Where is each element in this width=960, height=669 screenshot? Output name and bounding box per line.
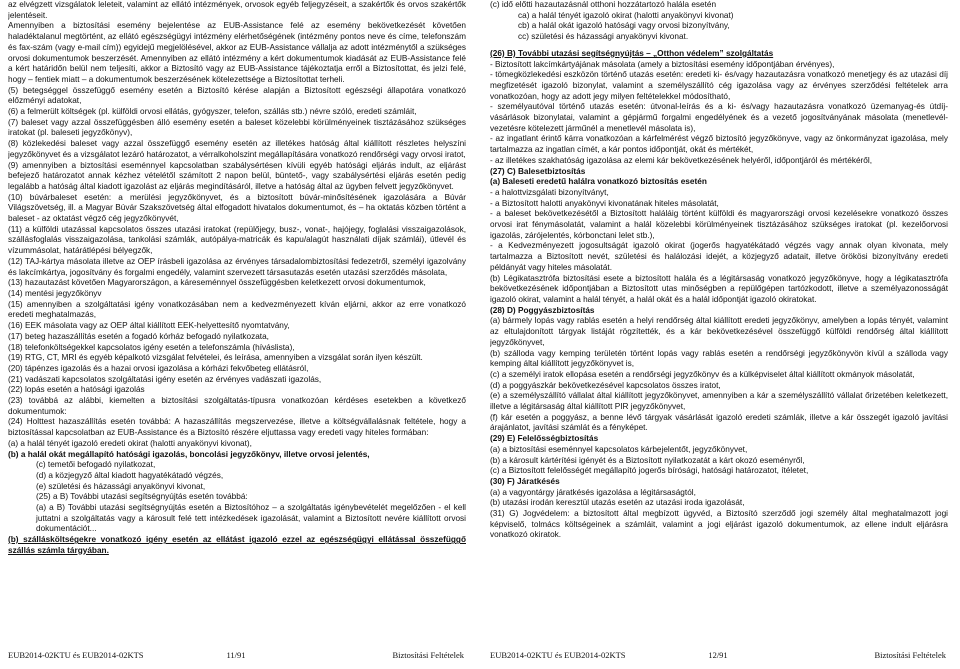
paragraph: (23) továbbá az alábbi, kiemelten a biztosítási szolgáltatás-típusra vonatkozóan kérdéses esetekben a következő dokumentumok: (8, 396, 466, 416)
page-footer (8, 650, 464, 664)
list-item: cc) születési és házassági anyakönyvi kivonat. (518, 32, 689, 42)
list-item: (d) a közjegyző által kiadott hagyatékátadó végzés, (36, 470, 224, 480)
right-page (482, 0, 952, 669)
section-heading: (29) E) Felelősségbiztosítás (490, 434, 599, 444)
paragraph: (24) Holttest hazaszállítás esetén továbbá: A hazaszállítás megszervezése, illetve a költségvállalásnak feltétele, hogy a biztosítással kapcsolatban az EUB-Assistance és a Biztosító részére eljuttassa vagy eredeti vagy hiteles formában: (8, 417, 466, 438)
paragraph: (16) EEK másolata vagy az OEP által kiállított EEK-helyettesítő nyomtatvány, (8, 321, 290, 331)
paragraph: (11) a külföldi utazással kapcsolatos összes utazási iratokat (repülőjegy, busz-, vonat-, hajójegy, foglalási visszaigazolások, szállásfoglalás visszaigazolása, tankolási számlák, autópálya-matricák és kapu/alagút használati díjak számlái), útlevél és vízummásolat, határátlépési bélyegzők, (8, 224, 466, 256)
paragraph: - tömegközlekedési eszközön történő utazás esetén: eredeti ki- és/vagy hazautazásra vonatkozó menetjegy és az utazási díj megfizetését igazoló bizonylat, valamint a személyszállító cég igazolása vagy az érvényes szerződési feltételek arra vonatkozóan, hogy az adott jegy milyen feltételekkel módosítható, (490, 70, 948, 101)
right-text-column (490, 0, 948, 645)
paragraph: (b) a károsult kártérítési igényét és a Biztosított nyilatkozatát a kárt okozó eseményről, (490, 455, 805, 465)
paragraph: (a) a biztosítási eseménnyel kapcsolatos kárbejelentőt, jegyzőkönyvet, (490, 444, 748, 454)
paragraph: (5) betegséggel összefüggő esemény esetén a Biztosító kérése alapján a Biztosított egészségi állapotára vonatkozó előzményi adatokat, (8, 85, 466, 106)
paragraph: (18) telefonköltségekkel kapcsolatos igény esetén a telefonszámla (híváslista), (8, 342, 295, 352)
subsection-heading: (a) Baleseti eredetű halálra vonatkozó biztosítás esetén (490, 177, 707, 187)
paragraph: (14) mentési jegyzőkönyv (8, 288, 102, 298)
paragraph: (15) amennyiben a szolgáltatási igény vonatkozásában nem a kedvezményezett kíván eljárni, akkor az erre vonatkozó eredeti meghatalmazás, (8, 299, 466, 320)
paragraph: (f) kár esetén a poggyász, a benne lévő tárgyak vásárlását igazoló eredeti számlák, illetve a kár összegét igazoló javítási árajánlatot, javítási számlát és a fényképet. (490, 412, 948, 433)
paragraph: (a) a vagyontárgy járatkésés igazolása a légitársaságtól, (490, 487, 696, 497)
list-item: (a) a B) További utazási segítségnyújtás esetén a Biztosítóhoz – a szolgáltatás igénybevételét megelőzően - el kell juttatni a szolgáltatás vagy a károsult felé tett intézkedések igazolását, valamint a Biztosított nevére kiállított orvosi dokumentációt... (36, 503, 466, 534)
section-heading: (28) D) Poggyászbiztosítás (490, 305, 595, 315)
paragraph: - a Biztosított halotti anyakönyvi kivonatának hiteles másolatát, (490, 198, 719, 208)
paragraph: - a Kedvezményezett jogosultságát igazoló okirat (jogerős hagyatékátadó végzés vagy annak olyan kivonata, mely tartalmazza a Biztosított nevét, születési és halálozási idejét, a közjegyző adatait, illetve örökösi bizonyítvány eredeti példányát vagy hiteles másolatát. (490, 241, 948, 272)
paragraph: (9) amennyiben a biztosítási eseménnyel kapcsolatban szabálysértésen kívüli egyéb hatósági eljárás indult, az eljárást befejező határozatot annak kézhez vételétől számított 2 napon belül, büntető-, vagy szabálysértési eljárás esetén pedig legalább a hatóság által kiadott igazolást az eljárás megindításáról, illetve a hatóság által az ügyben felvett jegyzőkönyvet. (8, 160, 466, 191)
paragraph: (c) a Biztosított felelősségét megállapító jogerős bírósági, hatósági határozatot, ítéletet, (490, 466, 809, 476)
paragraph: (c) a személyi iratok ellopása esetén a rendőrségi jegyzőkönyv és a külképviselet által kiállított okmányok másolatát, (490, 369, 915, 379)
paragraph: (d) a poggyászkár bekövetkezésével kapcsolatos összes iratot, (490, 380, 721, 390)
paragraph: (8) közlekedési baleset vagy azzal összefüggő esemény esetén az illetékes hatóság által kiállított részletes helyszíni jegyzőkönyvet és a vizsgálatot lezáró határozatot, a vérralkoholszint megállapítására vonatkozó rendőrségi vagy orvosi iratot, (8, 139, 466, 159)
left-text-column (8, 0, 466, 645)
paragraph: - az illetékes szakhatóság igazolása az elemi kár bekövetkezésének helyéről, időpontjáról és mértékéről, (490, 155, 872, 165)
paragraph: - a baleset bekövetkezésétől a Biztosított haláláig történt külföldi és magyarországi orvosi kezelésekre vonatkozó összes orvosi irat fénymásolatát, valamint a halál közelebbi körülményeinek tisztázásához szükséges iratokat (pl. kezelőorvosi igazolás, zárójelentés, kórbonctani lelet stb.), (490, 209, 948, 240)
paragraph: az elvégzett vizsgálatok leleteit, valamint az ellátó intézmények, orvosok egyéb feljegyzéseit, a szakértők és orvos szakértők jelentéseit. (8, 0, 466, 20)
list-item: ca) a halál tényét igazoló okirat (halotti anyakönyvi kivonat) (518, 10, 734, 20)
paragraph: (17) beteg hazaszállítás esetén a fogadó kórház befogadó nyilatkozata, (8, 331, 269, 341)
list-item: (c) temetői befogadó nyilatkozat, (36, 460, 156, 470)
paragraph: (13) hazautazást követően Magyarországon, a káreseménnyel összefüggésben keletkezett orvosi dokumentumok, (8, 278, 426, 288)
footer-document-code: EUB2014-02KTU és EUB2014-02KTS (490, 650, 626, 660)
page-number: 12/91 (708, 650, 728, 660)
paragraph: Amennyiben a biztosítási esemény bejelentése az EUB-Assistance felé az esemény bekövetkezését követően haladéktalanul megtörtént, az ellátó egészségügyi intézmény elérhetőségének (intézmény pontos neve és címe, telefonszám és fax-szám (vagy e-mail cím)) egyidejű megjelölésével, akkor az EUB-Assistance vállalja az adott intézménytől a szükséges orvosi dokumentumok beszerzését. Amennyiben az ellátó intézmény a kért dokumentumok kiadását az EUB-Assistance felé a kért határidőn belül nem teljesíti, akkor a Biztosító vagy az EUB-Assistance tájékoztatja erről a Biztosítottat, és jelzi felé, hogy – fentiek miatt – a dokumentumok beszerzésének kötelezettsége a Biztosítottat terheli. (8, 21, 466, 84)
paragraph: (a) bármely lopás vagy rablás esetén a helyi rendőrség által kiállított eredeti jegyzőkönyv, amelyben a lopás tényét, valamint az eltulajdonított tárgyak listáját rögzítették, és a kár bekövetkezésével összefüggő külföldi rendőrség által kiállított jegyzőkönyvet, (490, 316, 948, 347)
footer-document-title: Biztosítási Feltételek (874, 650, 946, 660)
section-heading: (b) szállásköltségekre vonatkozó igény esetén az ellátást igazoló ezzel az egészségügyi ellátással összefüggő szállás számla tárgyában. (8, 535, 466, 555)
paragraph: (10) búvárbaleset esetén: a merülési jegyzőkönyvet, és a biztosított búvár-minősítésének igazolására a Búvár Világszövetség, ill. a Magyar Búvár Szakszövetség által elfogadott hivatalos dokumentumot, és – ha oktatás közben történt a baleset - az oktatást végző cég jegyzőkönyvét, (8, 192, 466, 224)
paragraph: - Biztosított lakcímkártyájának másolata (amely a biztosítási esemény időpontjában érvényes), (490, 59, 835, 69)
section-heading: (30) F) Járatkésés (490, 476, 560, 486)
paragraph: - az ingatlant érintő kárra vonatkozóan a kárfelmérést végző biztosító jegyzőkönyve, vagy az önkormányzat igazolása, mely tartalmazza az ingatlan címét, a kár pontos időpontját, okát és mértékét, (490, 134, 948, 155)
paragraph: (7) baleset vagy azzal összefüggésben álló esemény esetén a baleset közelebbi körülményeinek tisztázásához szükséges iratokat (pl. baleseti jegyzőkönyv), (8, 117, 466, 138)
paragraph: (31) G) Jogvédelem: a biztosított által megbízott ügyvéd, a Biztosító szerződő jogi személy által meghatalmazott jogi képviselő, tolmács költségeinek a számláit, valamint a jogi eljárást igazoló dokumentumok, az ellene indult eljárásra vonatkozó okiratok. (490, 509, 948, 540)
paragraph: (19) RTG, CT, MRI és egyéb képalkotó vizsgálat felvételei, és leírása, amennyiben a vizsgálat során ilyen készült. (8, 353, 423, 363)
paragraph: (22) lopás esetén a hatósági igazolás (8, 385, 145, 395)
list-item: (25) a B) További utazási segítségnyújtás esetén továbbá: (36, 492, 248, 502)
list-item: (e) születési és házassági anyakönyvi kivonat, (36, 481, 206, 491)
footer-document-code: EUB2014-02KTU és EUB2014-02KTS (8, 650, 144, 660)
paragraph: (12) TAJ-kártya másolata illetve az OEP írásbeli igazolása az érvényes társadalombiztosítási fedezetről, személyi igazolvány és lakcímkártya, jogosítvány és forgalmi engedély, valamint szervezett társasutazás esetén utazási szerződés másolata, (8, 256, 466, 277)
paragraph: (a) a halál tényét igazoló eredeti okirat (halotti anyakönyvi kivonat), (8, 438, 252, 448)
paragraph: (b) utazási irodán keresztül utazás esetén az utazási iroda igazolását, (490, 498, 745, 508)
section-heading: (26) B) További utazási segítségnyújtás – „Otthon védelem” szolgáltatás (490, 48, 774, 58)
paragraph: (b) Légikatasztrófa biztosítási esete a biztosított halála és a légitársaság vonatkozó jegyzőkönyve, hogy a légikatasztrófa bekövetkezésének időpontjában a Biztosított utas minőségben a repülőgépen tartózkodott, illetve a személyazonosságát igazoló okirat, valamint a halál tényét, a halál okát és a halál időpontját igazoló okiratokat. (490, 273, 948, 304)
section-heading: (27) C) Balesetbiztosítás (490, 166, 586, 176)
paragraph: (c) idő előtti hazautazásnál otthoni hozzátartozó halála esetén (490, 0, 717, 9)
paragraph: (21) vadászati kapcsolatos szolgáltatási igény esetén az érvényes vadászati igazolás, (8, 374, 322, 384)
footer-document-title: Biztosítási Feltételek (392, 650, 464, 660)
page-footer (490, 650, 946, 664)
paragraph: - a halottvizsgálati bizonyítványt, (490, 187, 609, 197)
paragraph: (20) tápénzes igazolás és a hazai orvosi igazolása a kórházi fekvőbeteg ellátásról, (8, 363, 309, 373)
list-item: cb) a halál okát igazoló hatósági vagy orvosi bizonyítvány, (518, 21, 730, 31)
page-number: 11/91 (226, 650, 246, 660)
paragraph: (6) a felmerült költségek (pl. külföldi orvosi ellátás, gyógyszer, telefon, szállás stb.) névre szóló, eredeti számláit, (8, 107, 417, 117)
left-page (0, 0, 470, 669)
paragraph: (b) szálloda vagy kemping területén történt lopás vagy rablás esetén a rendőrségi jegyzőkönyvön kívül a szálloda vagy kemping által kiállított jegyzőkönyvet is, (490, 348, 948, 369)
paragraph: (e) a személyszállító vállalat által kiállított jegyzőkönyvet, amennyiben a kár a személyszállító vállalat őrizetében keletkezett, illetve a légitársaság által kiállított PIR jegyzőkönyvet, (490, 391, 948, 412)
section-heading: (b) a halál okát megállapító hatósági igazolás, boncolási jegyzőkönyv, illetve orvosi jelentés, (8, 449, 370, 459)
paragraph: - személyautóval történő utazás esetén: útvonal-leírás és a ki- és/vagy hazautazásra vonatkozó üzemanyag-és útdíj-vásárlások bizonylatai, valamint a gépjármű forgalmi engedélyének és a vezető jogosítványának másolata (menetlevél-vezetésre kötelezett járműnél a menetlevél másolata is), (490, 102, 948, 133)
